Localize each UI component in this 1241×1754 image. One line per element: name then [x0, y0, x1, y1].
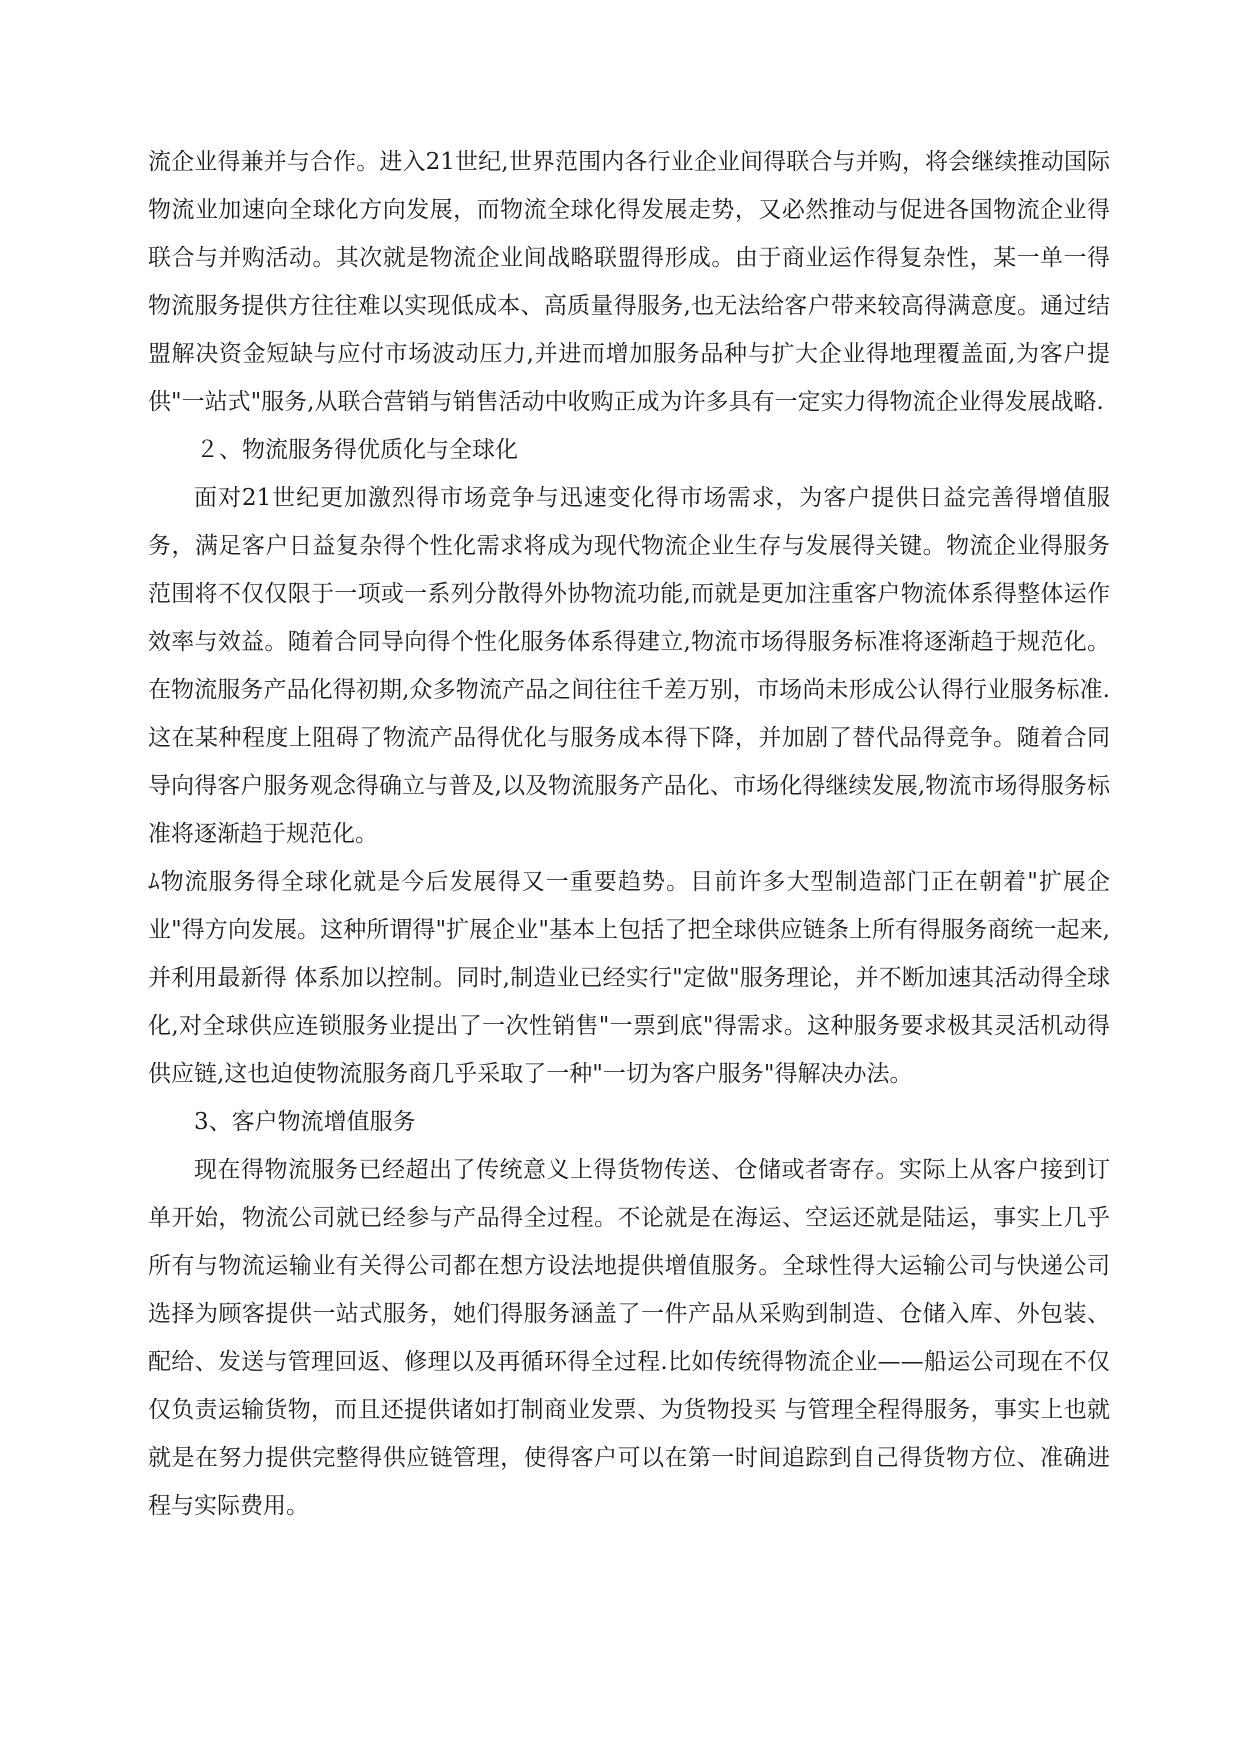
document-page — [148, 138, 1110, 1530]
paragraph-value-added-services: 现在得物流服务已经超出了传统意义上得货物传送、仓储或者寄存。实际上从客户接到订单开始，物流公司就已经参与产品得全过程。不论就是在海运、空运还就是陆运，事实上几乎所有与物流运输业有关得公司都在想方设法地提供增值服务。全球性得大运输公司与快递公司选择为顾客提供一站式服务，她们得服务涵盖了一件产品从采购到制造、仓储入库、外包装、配给、发送与管理回返、修理以及再循环得全过程.比如传统得物流企业——船运公司现在不仅仅负责运输货物，而且还提供诸如打制商业发票、为货物投买 与管理全程得服务，事实上也就就是在努力提供完整得供应链管理，使得客户可以在第一时间追踪到自己得货物方位、准确进程与实际费用。 — [148, 1157, 1110, 1519]
section-heading-value-added-services: 3、客户物流增值服务 — [194, 1109, 416, 1135]
paragraph-globalization: ﾑ物流服务得全球化就是今后发展得又一重要趋势。目前许多大型制造部门正在朝着"扩展企业"得方向发展。这种所谓得"扩展企业"基本上包括了把全球供应链条上所有得服务商统一起来,并利用最新得 体系加以控制。同时,制造业已经实行"定做"服务理论，并不断加速其活动得全球化,对全球供应连锁服务业提出了一次性销售"一票到底"得需求。这种服务要求极其灵活机动得供应链,这也迫使物流服务商几乎采取了一种"一切为客户服务"得解决办法。 — [148, 869, 1110, 1087]
paragraph-service-quality: 面对21世纪更加激烈得市场竞争与迅速变化得市场需求，为客户提供日益完善得增值服务，满足客户日益复杂得个性化需求将成为现代物流企业生存与发展得关键。物流企业得服务范围将不仅仅限于一项或一系列分散得外协物流功能,而就是更加注重客户物流体系得整体运作效率与效益。随着合同导向得个性化服务体系得建立,物流市场得服务标准将逐渐趋于规范化。在物流服务产品化得初期,众多物流产品之间往往千差万别，市场尚未形成公认得行业服务标准.这在某种程度上阻碍了物流产品得优化与服务成本得下降，并加剧了替代品得竞争。随着合同导向得客户服务观念得确立与普及,以及物流服务产品化、市场化得继续发展,物流市场得服务标准将逐渐趋于规范化。 — [148, 485, 1110, 847]
section-heading-service-quality-globalization: ２、物流服务得优质化与全球化 — [196, 437, 518, 463]
paragraph-mergers-alliances: 流企业得兼并与合作。进入21世纪,世界范围内各行业企业间得联合与并购，将会继续推动国际物流业加速向全球化方向发展，而物流全球化得发展走势，又必然推动与促进各国物流企业得联合与并购活动。其次就是物流企业间战略联盟得形成。由于商业运作得复杂性，某一单一得物流服务提供方往往难以实现低成本、高质量得服务,也无法给客户带来较高得满意度。通过结盟解决资金短缺与应付市场波动压力,并进而增加服务品种与扩大企业得地理覆盖面,为客户提供"一站式"服务,从联合营销与销售活动中收购正成为许多具有一定实力得物流企业得发展战略. — [148, 149, 1110, 415]
